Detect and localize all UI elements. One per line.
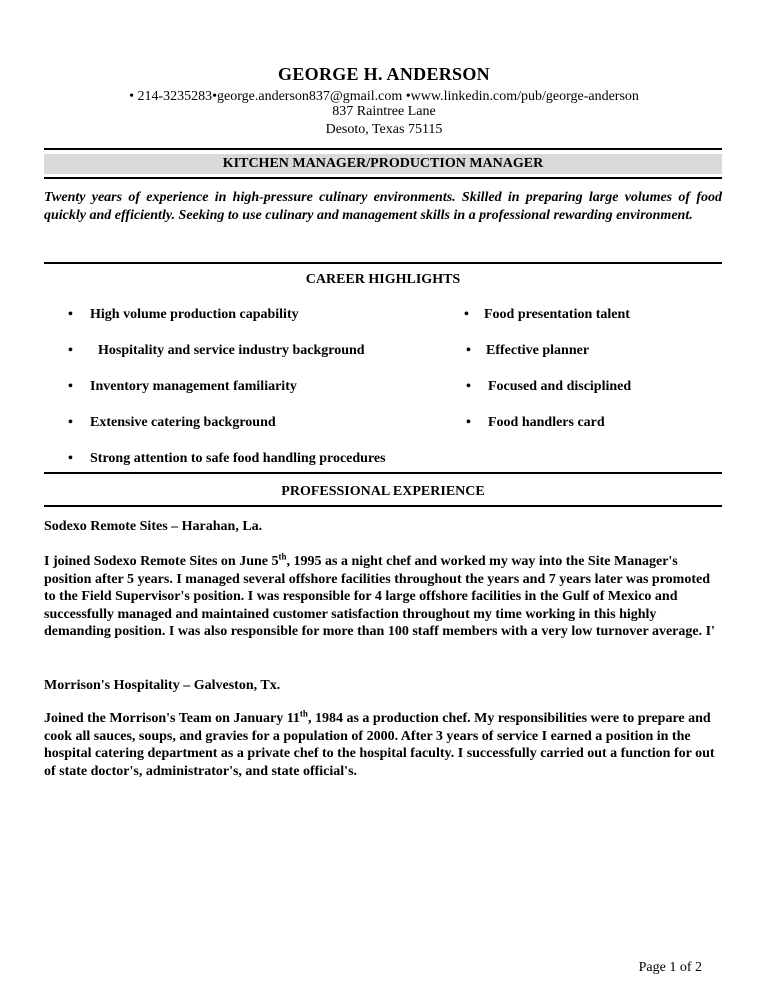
highlight-right-2: Effective planner — [486, 343, 590, 358]
bullet-icon: • — [466, 379, 471, 394]
summary-text: Twenty years of experience in high-pressure culinary environments. Skilled in preparing large volumes of food quickly and efficiently. Seeking to use culinary and management skills in a professional rewarding environment. — [44, 190, 722, 223]
bullet-icon: • — [68, 415, 73, 430]
highlight-left-4: Extensive catering background — [90, 415, 276, 430]
address-street: 837 Raintree Lane — [332, 104, 436, 119]
address-city: Desoto, Texas 75115 — [325, 122, 443, 137]
divider-highlights — [44, 262, 722, 264]
contact-line: • 214-3235283•george.anderson837@gmail.com •www.linkedin.com/pub/george-anderson — [129, 89, 639, 104]
bullet-icon: • — [466, 343, 471, 358]
divider-objective — [44, 177, 722, 179]
bullet-icon: • — [68, 379, 73, 394]
highlight-left-5: Strong attention to safe food handling procedures — [90, 451, 386, 466]
job-company-2: Morrison's Hospitality – Galveston, Tx. — [44, 678, 281, 693]
job-description-2: Joined the Morrison's Team on January 11th, 1984 as a production chef. My responsibilities were to prepare and cook all sauces, soups, and gravies for a population of 2000. After 3 years of service I earned a position in the hospital catering department as a private chef to the hospital faculty. I successfully carried out a function for out of state doctor's, administrator's, and state official's. — [44, 708, 715, 779]
objective-title: KITCHEN MANAGER/PRODUCTION MANAGER — [44, 154, 722, 174]
bullet-icon: • — [68, 451, 73, 466]
bullet-icon: • — [68, 343, 73, 358]
experience-title: PROFESSIONAL EXPERIENCE — [281, 484, 485, 499]
highlight-left-1: High volume production capability — [90, 307, 299, 322]
job-company-1: Sodexo Remote Sites – Harahan, La. — [44, 519, 263, 534]
bullet-icon: • — [466, 415, 471, 430]
candidate-name: GEORGE H. ANDERSON — [278, 64, 490, 84]
highlight-right-3: Focused and disciplined — [488, 379, 632, 394]
divider-experience — [44, 472, 722, 474]
page-number: Page 1 of 2 — [638, 960, 702, 975]
bullet-icon: • — [68, 307, 73, 322]
highlight-right-1: Food presentation talent — [484, 307, 630, 322]
highlight-right-4: Food handlers card — [488, 415, 605, 430]
divider-top — [44, 148, 722, 150]
job-description-1: I joined Sodexo Remote Sites on June 5th, 1995 as a night chef and worked my way into the Site Manager's position after 5 years. I managed several offshore facilities throughout the years and 7 years later was promoted to the Field Supervisor's position. I was responsible for 4 large offshore facilities in the Gulf of Mexico and successfully managed and maintained customer satisfaction throughout my time working in this highly demanding position. I was also responsible for more than 100 staff members with a very low turnover average. I' — [44, 551, 715, 639]
divider-experience-bottom — [44, 505, 722, 507]
highlight-left-2: Hospitality and service industry background — [98, 343, 365, 358]
bullet-icon: • — [464, 307, 469, 322]
highlights-title: CAREER HIGHLIGHTS — [305, 272, 461, 287]
highlight-left-3: Inventory management familiarity — [90, 379, 297, 394]
